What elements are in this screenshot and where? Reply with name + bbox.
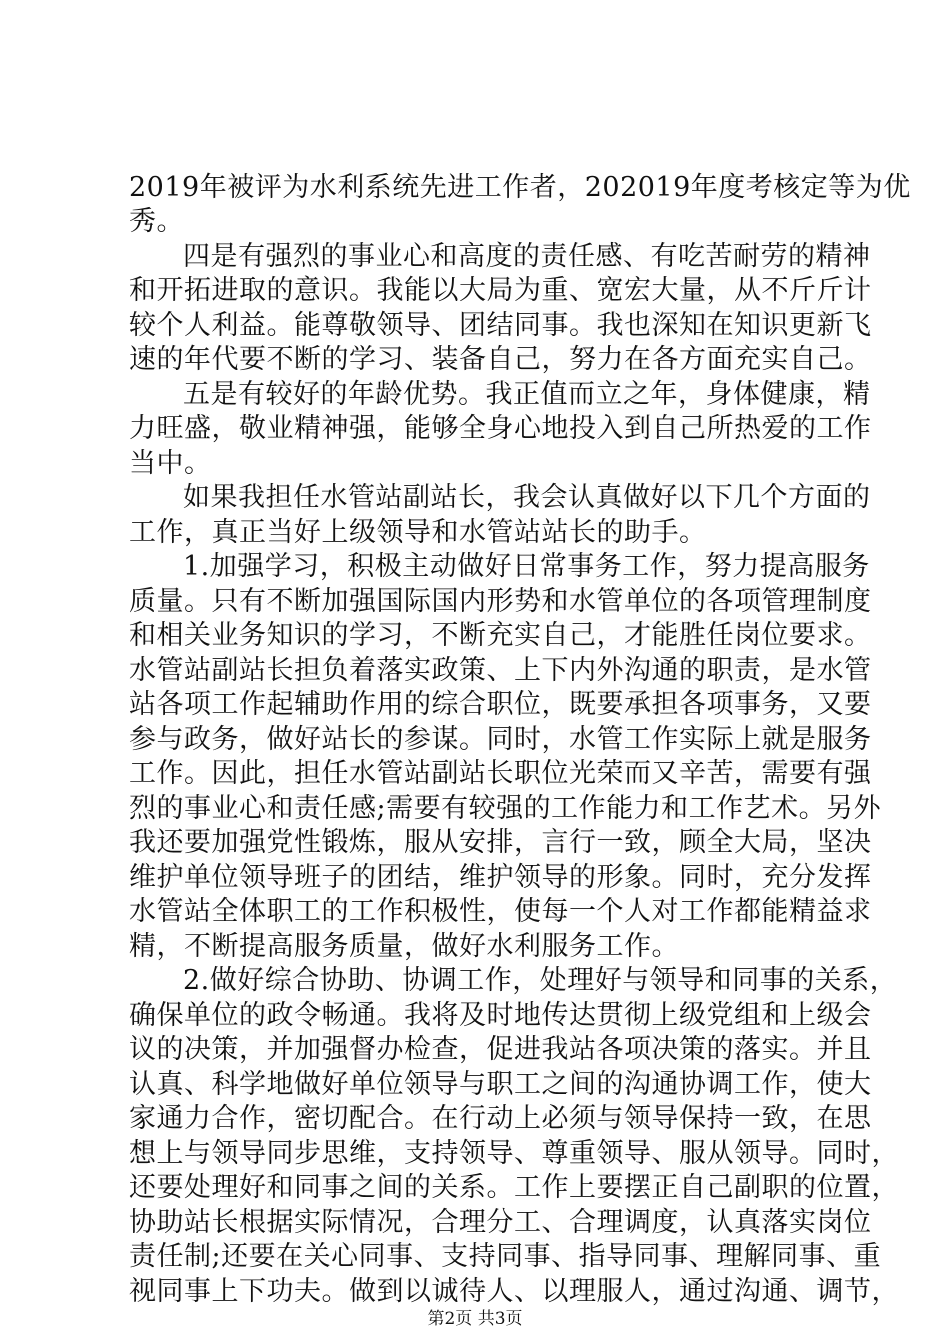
text-line: 视同事上下功夫。做到以诚待人、以理服人，通过沟通、调节， [129, 1276, 899, 1307]
text-line: 水管站全体职工的工作积极性，使每一个人对工作都能精益求 [129, 896, 872, 927]
page-footer: 第2页 共3页 [427, 1309, 523, 1329]
text-line: 1.加强学习，积极主动做好日常事务工作，努力提高服务 [183, 551, 870, 582]
text-line: 质量。只有不断加强国际国内形势和水管单位的各项管理制度 [129, 586, 872, 617]
text-line: 2.做好综合协助、协调工作，处理好与领导和同事的关系， [183, 965, 898, 996]
text-line: 秀。 [129, 206, 184, 237]
text-line: 我还要加强党性锻炼，服从安排，言行一致，顾全大局，坚决 [129, 827, 872, 858]
text-line: 和相关业务知识的学习，不断充实自己，才能胜任岗位要求。 [129, 620, 872, 651]
text-line: 议的决策，并加强督办检查，促进我站各项决策的落实。并且 [129, 1034, 872, 1065]
text-line: 2019年被评为水利系统先进工作者，202019年度考核定等为优 [129, 172, 911, 203]
text-line: 维护单位领导班子的团结，维护领导的形象。同时，充分发挥 [129, 862, 872, 893]
text-line: 速的年代要不断的学习、装备自己，努力在各方面充实自己。 [129, 344, 872, 375]
text-line: 四是有强烈的事业心和高度的责任感、有吃苦耐劳的精神 [183, 241, 871, 272]
text-line: 站各项工作起辅助作用的综合职位，既要承担各项事务，又要 [129, 689, 872, 720]
text-line: 如果我担任水管站副站长，我会认真做好以下几个方面的 [183, 482, 871, 513]
text-line: 烈的事业心和责任感;需要有较强的工作能力和工作艺术。另外 [129, 793, 882, 824]
text-line: 较个人利益。能尊敬领导、团结同事。我也深知在知识更新飞 [129, 310, 872, 341]
text-line: 水管站副站长担负着落实政策、上下内外沟通的职责，是水管 [129, 655, 872, 686]
text-line: 精，不断提高服务质量，做好水利服务工作。 [129, 931, 679, 962]
text-line: 责任制;还要在关心同事、支持同事、指导同事、理解同事、重 [129, 1241, 882, 1272]
text-line: 工作。因此，担任水管站副站长职位光荣而又辛苦，需要有强 [129, 758, 872, 789]
text-line: 力旺盛，敬业精神强，能够全身心地投入到自己所热爱的工作 [129, 413, 872, 444]
text-line: 工作，真正当好上级领导和水管站站长的助手。 [129, 517, 707, 548]
text-line: 认真、科学地做好单位领导与职工之间的沟通协调工作，使大 [129, 1069, 872, 1100]
text-line: 家通力合作，密切配合。在行动上必须与领导保持一致，在思 [129, 1103, 872, 1134]
text-line: 和开拓进取的意识。我能以大局为重、宽宏大量，从不斤斤计 [129, 275, 872, 306]
text-line: 五是有较好的年龄优势。我正值而立之年，身体健康，精 [183, 379, 871, 410]
text-line: 参与政务，做好站长的参谋。同时，水管工作实际上就是服务 [129, 724, 872, 755]
text-line: 还要处理好和同事之间的关系。工作上要摆正自己副职的位置， [129, 1172, 899, 1203]
text-line: 当中。 [129, 448, 212, 479]
text-line: 协助站长根据实际情况，合理分工、合理调度，认真落实岗位 [129, 1207, 872, 1238]
text-line: 想上与领导同步思维，支持领导、尊重领导、服从领导。同时， [129, 1138, 899, 1169]
text-line: 确保单位的政令畅通。我将及时地传达贯彻上级党组和上级会 [129, 1000, 872, 1031]
